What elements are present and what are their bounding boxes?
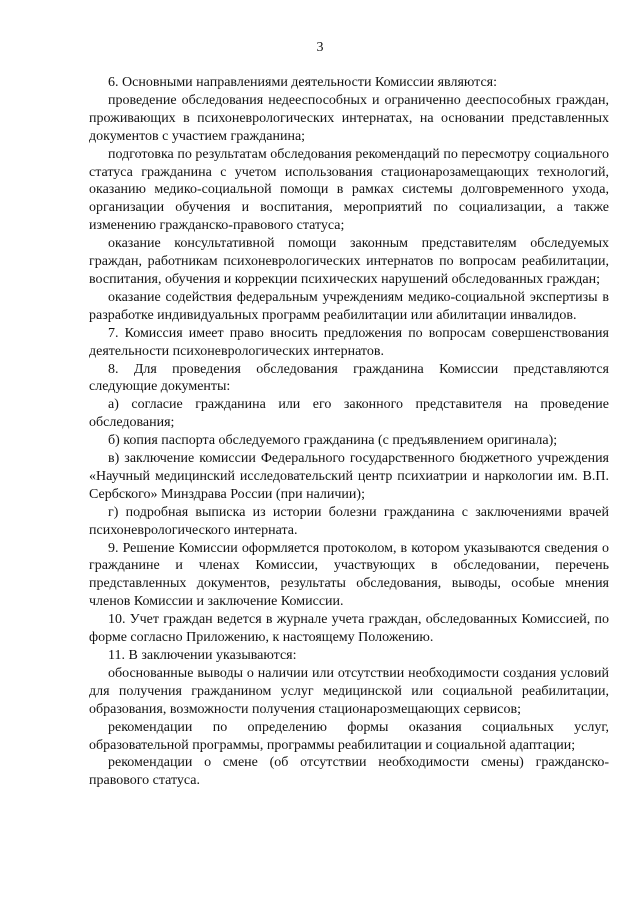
paragraph-6-item-examination: проведение обследования недееспособных и ограниченно дееспособных граждан, проживающих в психоневрологических интернатах, на основании представленных документов с участием гражданина; [89, 92, 609, 144]
paragraph-8: 8. Для проведения обследования гражданина Комиссии представляются следующие документы: [89, 361, 609, 395]
paragraph-7: 7. Комиссия имеет право вносить предложения по вопросам совершенствования деятельности психоневрологических интернатов. [89, 325, 609, 359]
document-body [89, 74, 609, 790]
paragraph-11-item-legal-status: рекомендации о смене (об отсутствии необходимости смены) гражданско-правового статуса. [89, 755, 609, 789]
paragraph-8-item-b: б) копия паспорта обследуемого гражданина (с предъявлением оригинала); [108, 433, 558, 449]
page-number: 3 [316, 40, 324, 55]
paragraph-11: 11. В заключении указываются: [108, 648, 297, 663]
paragraph-6-item-assistance: оказание содействия федеральным учреждениям медико-социальной экспертизы в разработке индивидуальных программ реабилитации или абилитации инвалидов. [89, 289, 609, 323]
paragraph-6-item-recommendations: подготовка по результатам обследования рекомендаций по пересмотру социального статуса гражданина с учетом использования стационарозамещающих технологий, оказанию медико-социальной помощи в рамках системы долговременного ухода, организации обучения и воспитания, мероприятий по социализации, а также изменению гражданско-правового статуса; [89, 146, 609, 234]
paragraph-6-heading: 6. Основными направлениями деятельности Комиссии являются: [108, 75, 497, 90]
paragraph-10: 10. Учет граждан ведется в журнале учета граждан, обследованных Комиссией, по форме согласно Приложению, к настоящему Положению. [89, 612, 609, 646]
paragraph-8-item-g: г) подробная выписка из истории болезни гражданина с заключениями врачей психоневрологического интерната. [89, 504, 609, 538]
paragraph-11-item-conclusions: обоснованные выводы о наличии или отсутствии необходимости создания условий для получения гражданином услуг медицинской или социальной реабилитации, образования, возможности получения стационарозмещающих сервисов; [89, 665, 609, 717]
paragraph-6-item-consultation: оказание консультативной помощи законным представителям обследуемых граждан, работникам психоневрологических интернатов по вопросам реабилитации, воспитания, обучения и коррекции психических нарушений обследованных граждан; [89, 236, 609, 287]
paragraph-8-item-a: а) согласие гражданина или его законного представителя на проведение обследования; [89, 397, 609, 431]
paragraph-8-item-v: в) заключение комиссии Федерального государственного бюджетного учреждения «Научный медицинский исследовательский центр психиатрии и наркологии им. В.П. Сербского» Минздрава России (при наличии); [89, 451, 609, 502]
paragraph-9: 9. Решение Комиссии оформляется протоколом, в котором указываются сведения о гражданине и членах Комиссии, участвующих в обследовании, перечень представленных документов, результаты обследования, выводы, особые мнения членов Комиссии и заключение Комиссии. [89, 540, 609, 610]
paragraph-11-item-social-services: рекомендации по определению формы оказания социальных услуг, образовательной программы, программы реабилитации и социальной адаптации; [89, 719, 609, 753]
